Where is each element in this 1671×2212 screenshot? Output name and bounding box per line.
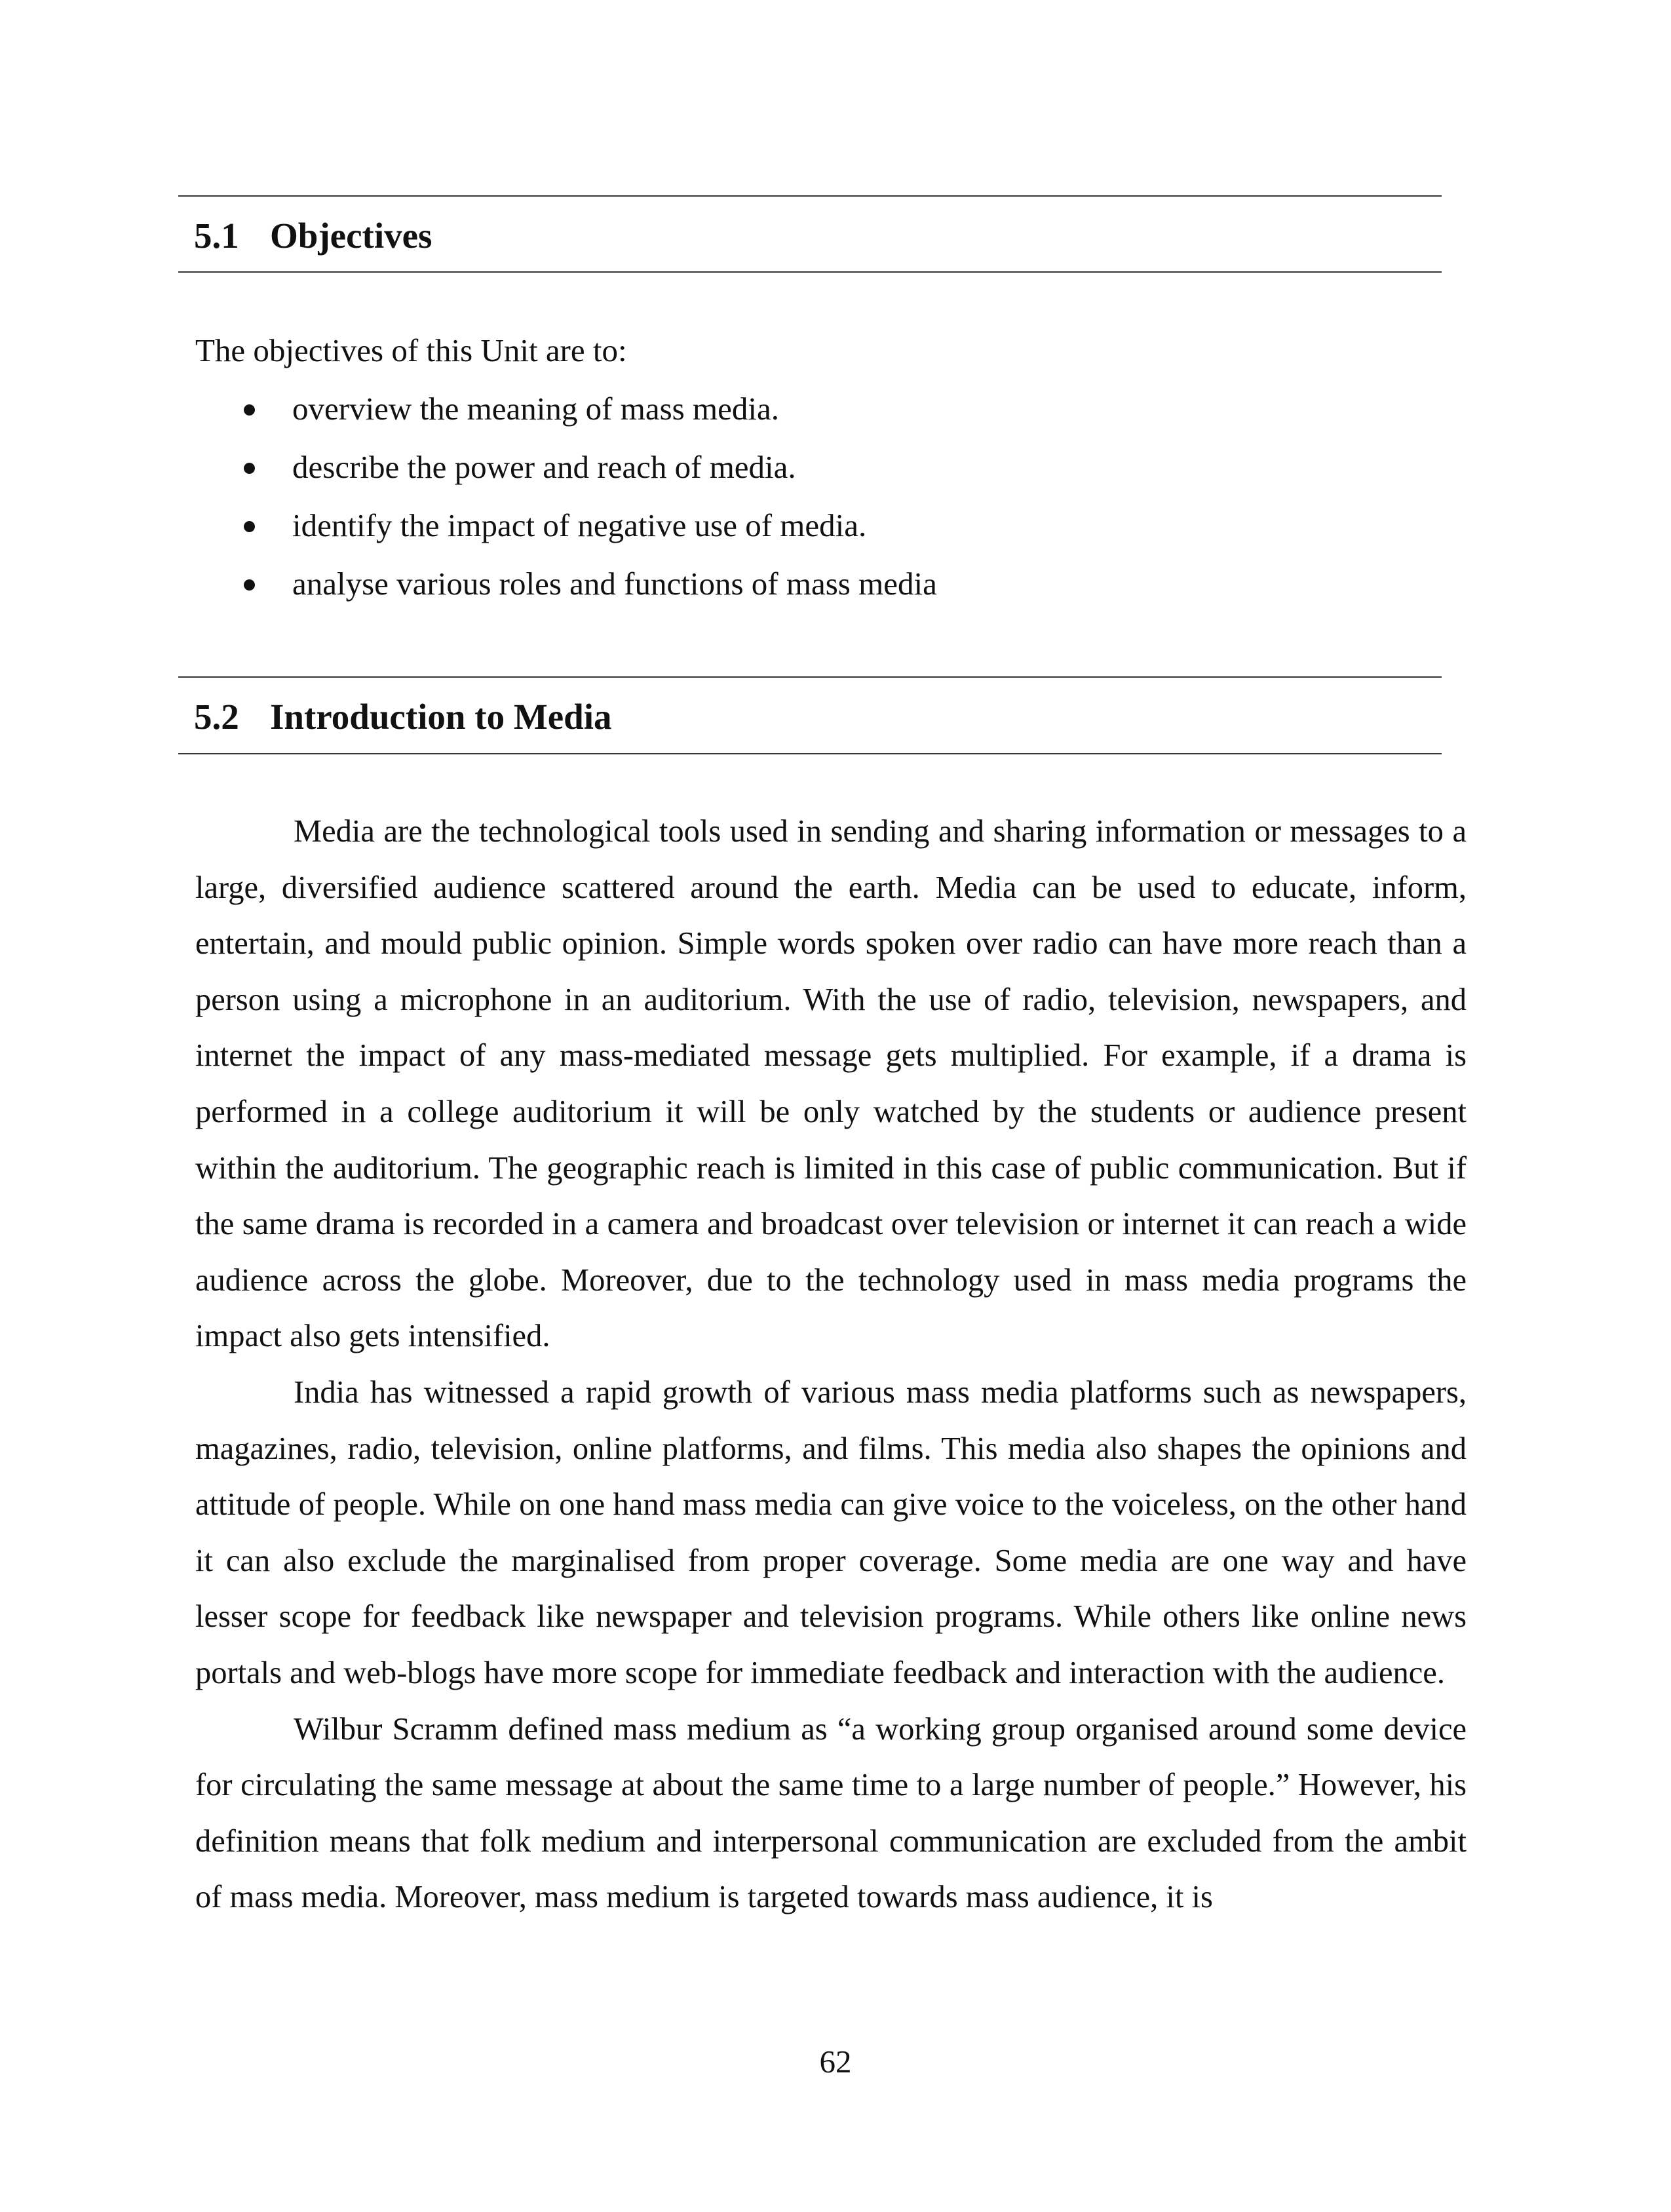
body-text [195,804,1467,1926]
section-1-number: 5.1 [194,216,239,256]
section-2-number: 5.2 [194,697,239,737]
bullet-icon [244,404,255,416]
section-1-title: Objectives [270,216,432,256]
section-1-top-rule [178,195,1442,197]
objective-text: identify the impact of negative use of media. [292,507,867,543]
bullet-icon [244,521,255,532]
section-2-title: Introduction to Media [270,697,612,737]
page-number: 62 [819,2044,852,2080]
paragraph: Media are the technological tools used in sending and sharing information or messages to a large, diversified audience scattered around the earth. Media can be used to educate, inform, entertain, and mould public opinion. Simple words spoken over radio can have more reach than a person using a microphone in an auditorium. With the use of radio, television, newspapers, and internet the impact of any mass-mediated message gets multiplied. For example, if a drama is performed in a college auditorium it will be only watched by the students or audience present within the auditorium. The geographic reach is limited in this case of public communication. But if the same drama is recorded in a camera and broadcast over television or internet it can reach a wide audience across the globe. Moreover, due to the technology used in mass media programs the impact also gets intensified. [195,814,1467,1354]
section-1-heading [194,210,432,262]
section-2-bottom-rule [178,753,1442,754]
section-1-bottom-rule [178,271,1442,273]
objective-text: describe the power and reach of media. [292,449,796,485]
paragraph: India has witnessed a rapid growth of various mass media platforms such as newspapers, magazines, radio, television, online platforms, and films. This media also shapes the opinions and attitude of people. While on one hand mass media can give voice to the voiceless, on the other hand it can also exclude the marginalised from proper coverage. Some media are one way and have lesser scope for feedback like newspaper and television programs. While others like online news portals and web-blogs have more scope for immediate feedback and interaction with the audience. [195,1374,1467,1690]
bullet-icon [244,579,255,591]
section-2-top-rule [178,676,1442,678]
objectives-intro: The objectives of this Unit are to: [195,332,627,368]
objective-text: overview the meaning of mass media. [292,391,779,427]
bullet-icon [244,463,255,474]
objective-text: analyse various roles and functions of mass media [292,566,937,602]
section-2-heading [194,691,612,743]
paragraph: Wilbur Scramm defined mass medium as “a working group organised around some device for circulating the same message at about the same time to a large number of people.” However, his definition means that folk medium and interpersonal communication are excluded from the ambit of mass media. Moreover, mass medium is targeted towards mass audience, it is [195,1711,1467,1915]
